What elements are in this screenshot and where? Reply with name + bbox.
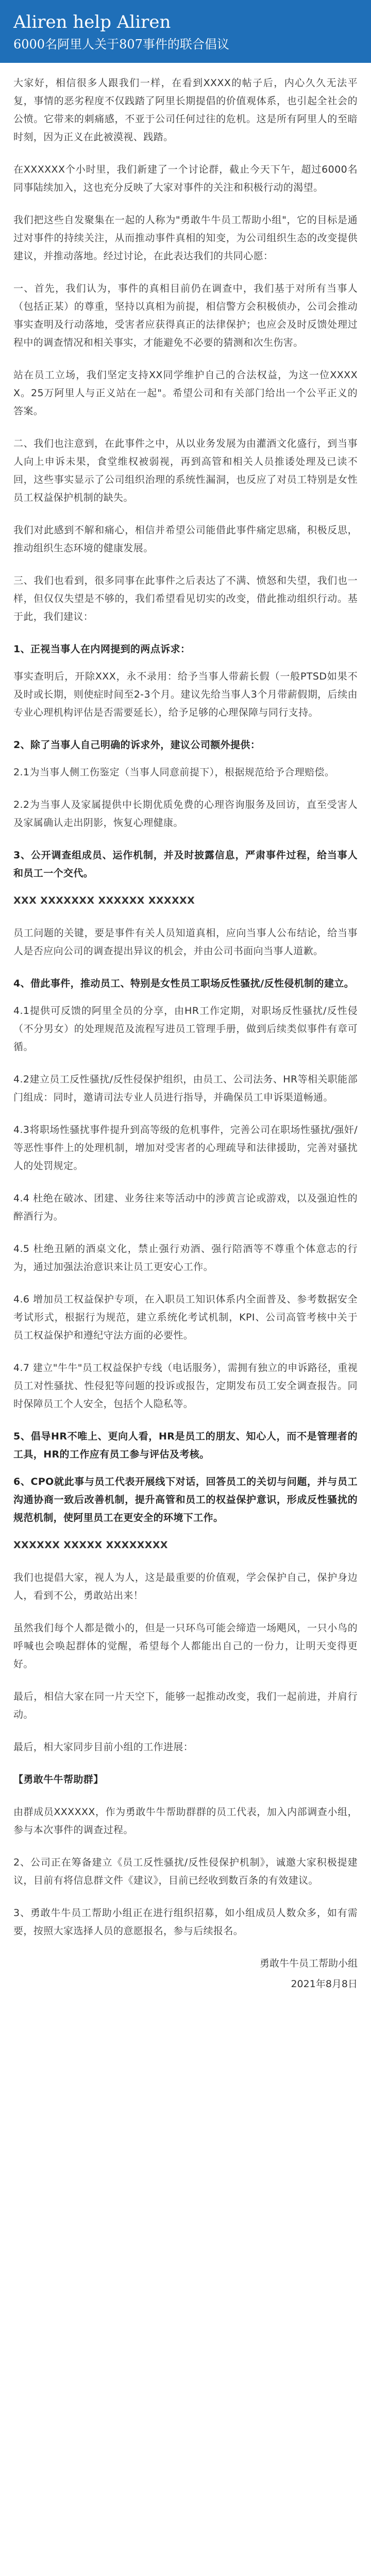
- signature-date: 2021年8月8日: [291, 1978, 358, 1990]
- section-heading: 4、借此事件，推动员工、特别是女性员工职场反性骚扰/反性侵机制的建立。: [13, 978, 355, 989]
- paragraph: 3、勇敢牛牛员工帮助小组正在进行组织招募，如小组成员人数众多，如有需要，按照大家选择人员的意愿报名，参与后续报名。: [13, 1907, 358, 1937]
- section-heading: 3、公开调查组成员、运作机制，并及时披露信息，严肃事件过程，给当事人和员工一个交代。: [13, 850, 358, 879]
- paragraph: 最后，相大家同步目前小组的工作进展：: [13, 1741, 194, 1753]
- paragraph: 我们对此感到不解和痛心，相信并希望公司能借此事件痛定思痛，积极反思，推动组织生态环境的健康发展。: [13, 524, 358, 554]
- paragraph: 虽然我们每个人都是微小的，但是一只环鸟可能会缔造一场飓风，一只小鸟的呼喊也会唤起群体的觉醒，希望每个人都能出自己的一份力，让明天变得更好。: [13, 1622, 358, 1670]
- brand-title: Aliren help Aliren: [13, 12, 171, 32]
- paragraph: 最后，相信大家在同一片天空下，能够一起推动改变，我们一起前进，并肩行动。: [13, 1691, 358, 1720]
- paragraph: 2.2为当事人及家属提供中长期优质免费的心理咨询服务及回访，直至受害人及家属确认走出阴影，恢复心理健康。: [13, 799, 358, 828]
- paragraph: 站在员工立场，我们坚定支持XX同学维护自己的合法权益，为这一位XXXXX。25万阿里人与正义站在一起"。希望公司和有关部门给出一个公平正义的答案。: [13, 369, 358, 417]
- paragraph: 2、公司正在筹备建立《员工反性骚扰/反性侵保护机制》，诚邀大家积极提建议，目前有将信息群文件《建议》，目前已经收到数百条的有效建议。: [13, 1857, 358, 1886]
- paragraph: 一、首先，我们认为，事件的真相目前仍在调查中，我们基于对所有当事人（包括正某）的尊重，坚持以真相为前提，相信警方会积极侦办，公司会推动事实查明及行动落地，受害者应获得真正的法律保护；也应会及时反馈处理过程中的调查情况和相关事实，才能避免不必要的猜测和次生伤害。: [13, 283, 358, 348]
- paragraph: 4.3将职场性骚扰事件提升到高等级的危机事件，完善公司在职场性骚扰/强奸/等恶性事件上的处理机制，增加对受害者的心理疏导和法律援助，完善对骚扰人的处罚规定。: [13, 1124, 358, 1172]
- redacted-line: XXX XXXXXXX XXXXXX XXXXXX: [13, 895, 195, 906]
- paragraph: 事实查明后，开除XXX，永不录用：给予当事人带薪长假（一般PTSD如果不及时或长期，则使症时间至2-3个月。建议先给当事人3个月带薪假期，后续由专业心理机构评估是否需要延长），给予足够的心理保障与同行支持。: [13, 671, 358, 718]
- paragraph: 我们也提倡大家，视人为人，这是最重要的价值观，学会保护自己，保护身边人，看到不公，勇敢站出来！: [13, 1572, 358, 1601]
- article-subtitle: 6000名阿里人关于807事件的联合倡议: [13, 37, 229, 52]
- group-heading: 【勇敢牛牛帮助群】: [13, 1774, 104, 1785]
- paragraph: 由群成员XXXXXX，作为勇敢牛牛帮助群群的员工代表，加入内部调查小组，参与本次事件的调查过程。: [13, 1806, 358, 1836]
- paragraph: 我们把这些自发聚集在一起的人称为"勇敢牛牛员工帮助小组"，它的目标是通过对事件的持续关注，从而推动事件真相的知变，为公司组织生态的改变提供建议，并推动落地。经过讨论，在此表达我们的共同心愿：: [13, 214, 358, 262]
- signature-group: 勇敢牛牛员工帮助小组: [259, 1958, 358, 1969]
- paragraph: 二、我们也注意到，在此事件之中，从以业务发展为由灌酒文化盛行，到当事人向上申诉未果，食堂维权被弱视，再到高管和相关人员推诿处理及已读不回，这些事实显示了公司组织治理的系统性漏洞，也反应了对员工特别是女性员工权益保护机制的缺失。: [13, 438, 358, 503]
- redacted-line: XXXXXX XXXXX XXXXXXXX: [13, 1539, 168, 1551]
- paragraph: 4.7 建立"牛牛"员工权益保护专线（电话服务），需拥有独立的申诉路径，重视员工对性骚扰、性侵犯等问题的投诉或报告，定期发布员工安全调查报告。同时保障员工个人安全，包括个人隐私等。: [13, 1362, 358, 1410]
- section-heading: 2、除了当事人自己明确的诉求外，建议公司额外提供：: [13, 739, 261, 751]
- paragraph: 4.4 杜绝在破冰、团建、业务往来等活动中的涉黄言论或游戏，以及强迫性的醉酒行为。: [13, 1193, 358, 1222]
- section-heading: 5、倡导HR不唯上、更向人看，HR是员工的朋友、知心人，而不是管理者的工具，HR的工作应有员工参与评估及考核。: [13, 1431, 358, 1460]
- article-body: [0, 63, 371, 2008]
- section-heading: 1、正视当事人在内网提到的两点诉求：: [13, 643, 191, 655]
- paragraph: 三、我们也看到，很多同事在此事件之后表达了不满、愤怒和失望，我们也一样，但仅仅失望是不够的，我们希望看见切实的改变，借此推动组织行动。基于此，我们建议：: [13, 575, 358, 622]
- section-heading: 6、CPO就此事与员工代表开展线下对话，回答员工的关切与问题，并与员工沟通协商一致后改善机制，提升高管和员工的权益保护意识，形成反性骚扰的规范机制，使阿里员工在更安全的环境下工作。: [13, 1476, 358, 1523]
- paragraph: 大家好，相信很多人跟我们一样，在看到XXXX的帖子后，内心久久无法平复，事情的恶劣程度不仅践踏了阿里长期提倡的价值观体系，也引起全社会的公愤。它带来的刺痛感，不亚于公司任何过往的危机。这是所有阿里人的至暗时刻，因为正义在此被漠视、践踏。: [13, 77, 358, 143]
- paragraph: 员工问题的关键，要是事件有关人员知道真相，应向当事人公布结论，给当事人是否应向公司的调查提出异议的机会，并由公司书面向当事人道歉。: [13, 927, 358, 957]
- paragraph: 2.1为当事人侧工伤鉴定（当事人同意前提下），根据规范给予合理赔偿。: [13, 767, 335, 778]
- paragraph: 4.6 增加员工权益保护专项，在入职员工知识体系内全面普及、参考数据安全考试形式，根据行为规范，建立系统化考试机制，KPI、公司高管考核中关于员工权益保护和遵纪守法方面的必要性。: [13, 1294, 358, 1341]
- paragraph: 4.1提供可反馈的阿里全员的分享，由HR工作定期，对职场反性骚扰/反性侵（不分男女）的处理规范及流程写进员工管理手册，做到后续类似事件有章可循。: [13, 1005, 358, 1053]
- paragraph: 4.2建立员工反性骚扰/反性侵保护组织，由员工、公司法务、HR等相关职能部门组成：同时，邀请司法专业人员进行指导，并确保员工申诉渠道畅通。: [13, 1074, 358, 1103]
- article-header: [0, 0, 371, 63]
- paragraph: 4.5 杜绝丑陋的酒桌文化，禁止强行劝酒、强行陪酒等不尊重个体意志的行为，通过加强法治意识来让员工更安心工作。: [13, 1243, 358, 1273]
- paragraph: 在XXXXXX个小时里，我们新建了一个讨论群，截止今天下午，超过6000名同事陆续加入，这也充分反映了大家对事件的关注和积极行动的渴望。: [13, 164, 358, 193]
